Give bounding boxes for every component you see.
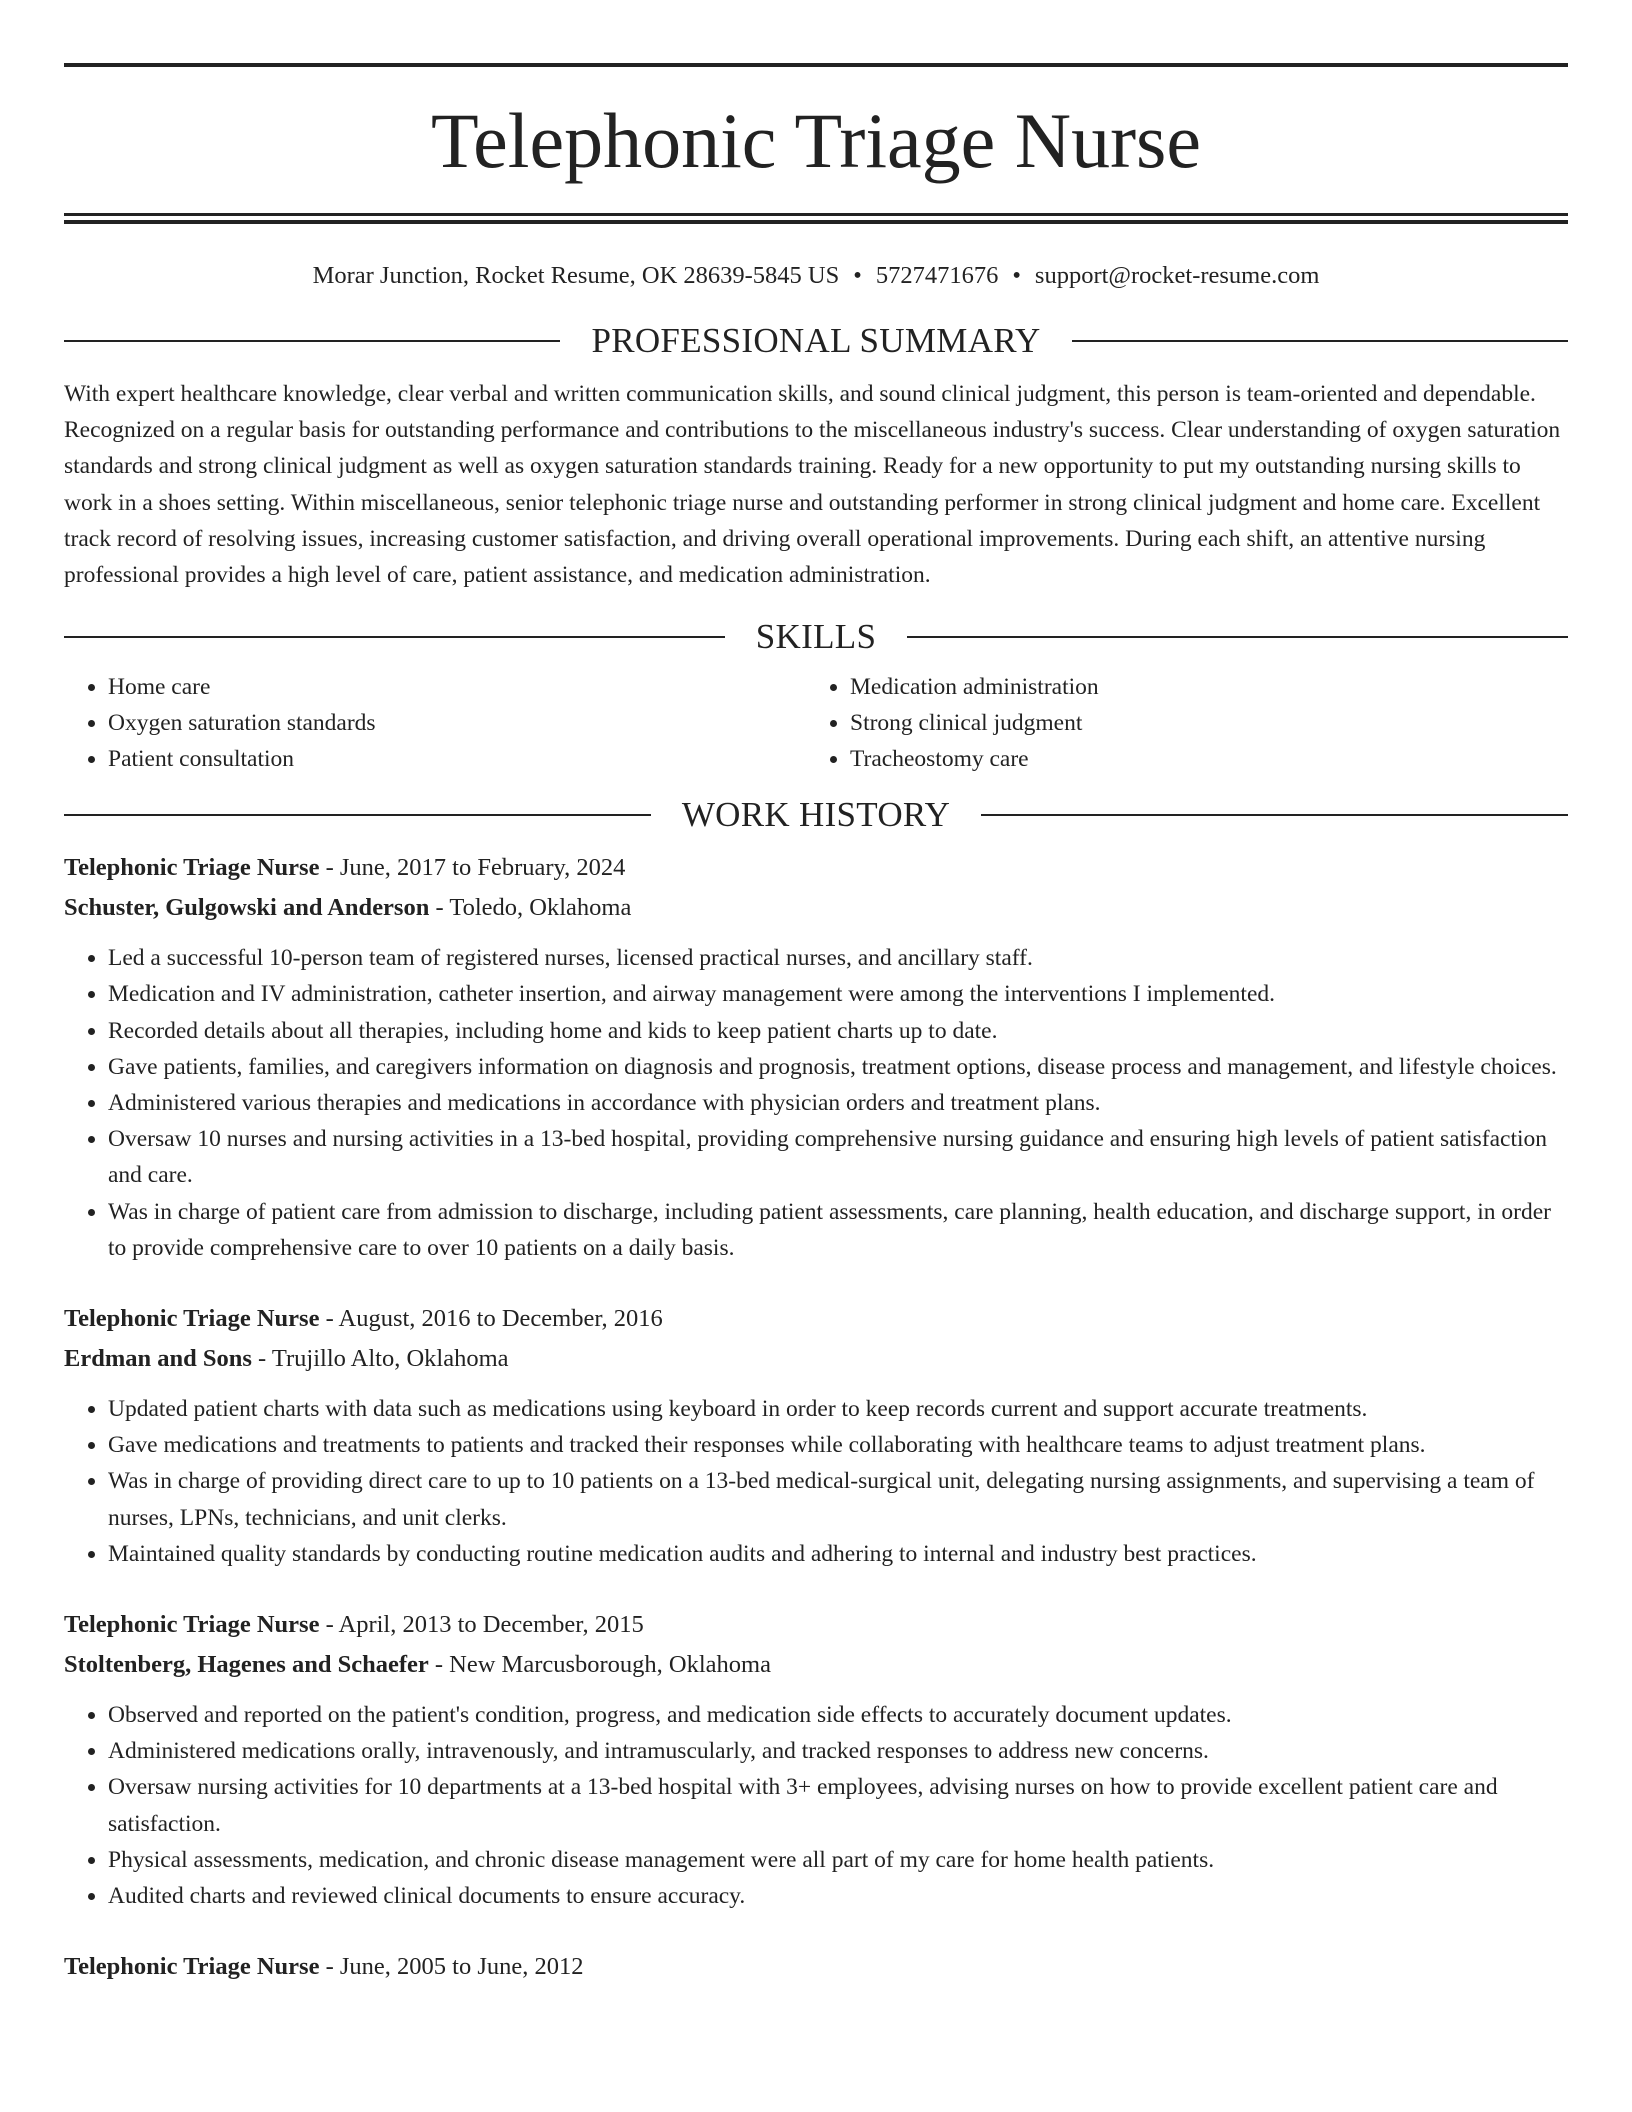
job-bullet: • Medication and IV administration, catheter insertion, and airway management were among the interventions I implemented. [108,976,1568,1012]
job-bullet: • Observed and reported on the patient's condition, progress, and medication side effects to accurately document updates. [108,1697,1568,1733]
job-bullet: • Physical assessments, medication, and chronic disease management were all part of my care for home health patients. [108,1842,1568,1878]
section-title-skills: SKILLS [755,617,877,657]
section-title-summary: PROFESSIONAL SUMMARY [591,321,1041,360]
job-bullet: • Oversaw nursing activities for 10 departments at a 13-bed hospital with 3+ employees, advising nurses on how to provide excellent patient care and satisfaction. [108,1769,1568,1841]
skill-item: • Patient consultation [108,741,806,777]
summary-paragraph: With expert healthcare knowledge, clear verbal and written communication skills, and sound clinical judgment, this person is team-oriented and dependable. Recognized on a regular basis for outstanding performance and contributions to the miscellaneous industry's success. Clear understanding of oxygen saturation standards and strong clinical judgment as well as oxygen saturation standards training. Ready for a new opportunity to put my outstanding nursing skills to work in a shoes setting. Within miscellaneous, senior telephonic triage nurse and outstanding performer in strong clinical judgment and home care. Excellent track record of resolving issues, increasing customer satisfaction, and driving overall operational improvements. During each shift, an attentive nursing professional provides a high level of care, patient assistance, and medication administration. [64,381,1561,589]
section-rule-left [64,340,560,342]
job-bullet: • Recorded details about all therapies, including home and kids to keep patient charts up to date. [108,1013,1568,1049]
job-title: Telephonic Triage Nurse [64,854,320,882]
job-bullet: • Updated patient charts with data such as medications using keyboard in order to keep records current and support accurate treatments. [108,1391,1568,1427]
job-entry [64,848,1568,1266]
contact-separator: • [1012,262,1021,289]
contact-phone: 5727471676 [875,262,999,289]
job-bullets [64,940,1568,1266]
job-company: Stoltenberg, Hagenes and Schaefer [64,1651,429,1679]
job-title-line [64,848,1568,888]
job-title-line [64,1299,1568,1339]
job-company: Erdman and Sons [64,1345,252,1373]
section-rule-left [64,814,651,816]
job-title: Telephonic Triage Nurse [64,1611,320,1639]
job-dates: - June, 2017 to February, 2024 [319,854,626,882]
job-company-line [64,1339,1568,1379]
section-heading-summary [64,319,1568,363]
contact-address: Morar Junction, Rocket Resume, OK 28639-5845 US [312,262,840,289]
job-bullets [64,1391,1568,1572]
job-bullet: • Was in charge of providing direct care to up to 10 patients on a 13-bed medical-surgical unit, delegating nursing assignments, and supervising a team of nurses, LPNs, technicians, and unit clerks. [108,1463,1568,1535]
job-bullet: • Was in charge of patient care from admission to discharge, including patient assessments, care planning, health education, and discharge support, in order to provide comprehensive care to over 10 patients on a daily basis. [108,1194,1568,1266]
job-entry [64,1299,1568,1572]
job-bullet: • Administered medications orally, intravenously, and intramuscularly, and tracked responses to address new concerns. [108,1733,1568,1769]
section-rule-right [1072,340,1568,342]
header-top-rule [64,63,1568,67]
skills-list [64,669,1568,777]
job-bullet: • Gave patients, families, and caregivers information on diagnosis and prognosis, treatment options, disease process and management, and lifestyle choices. [108,1049,1568,1085]
job-bullets [64,1697,1568,1914]
job-entry [64,1605,1568,1914]
job-bullet: • Administered various therapies and medications in accordance with physician orders and treatment plans. [108,1085,1568,1121]
skills-column-right [806,669,1548,777]
job-title: Telephonic Triage Nurse [64,1953,320,1981]
contact-line [64,261,1568,291]
section-rule-right [907,636,1568,638]
job-location: - Trujillo Alto, Oklahoma [251,1345,509,1373]
header-double-rule [64,213,1568,224]
section-title-work: WORK HISTORY [681,795,951,835]
skill-item: • Home care [108,669,806,705]
section-heading-work [64,793,1568,837]
job-location: - New Marcusborough, Oklahoma [428,1651,771,1679]
job-dates: - April, 2013 to December, 2015 [319,1611,644,1639]
job-bullet: • Oversaw 10 nurses and nursing activities in a 13-bed hospital, providing comprehensive nursing guidance and ensuring high levels of patient satisfaction and care. [108,1121,1568,1193]
contact-separator: • [853,262,862,289]
skill-item: • Oxygen saturation standards [108,705,806,741]
job-dates: - June, 2005 to June, 2012 [319,1953,584,1981]
job-entry [64,1947,1568,1987]
resume-page [64,0,1568,1987]
skill-item: • Tracheostomy care [850,741,1548,777]
job-bullet: • Led a successful 10-person team of registered nurses, licensed practical nurses, and ancillary staff. [108,940,1568,976]
job-title: Telephonic Triage Nurse [64,1305,320,1333]
job-company-line [64,1645,1568,1685]
job-title-line [64,1605,1568,1645]
job-company: Schuster, Gulgowski and Anderson [64,894,430,922]
job-bullet: • Audited charts and reviewed clinical documents to ensure accuracy. [108,1878,1568,1914]
job-bullet: • Gave medications and treatments to patients and tracked their responses while collaborating with healthcare teams to adjust treatment plans. [108,1427,1568,1463]
page-title: Telephonic Triage Nurse [430,97,1202,184]
job-title-line [64,1947,1568,1987]
section-rule-left [64,636,725,638]
job-bullet: • Maintained quality standards by conducting routine medication audits and adhering to internal and industry best practices. [108,1536,1568,1572]
section-rule-right [981,814,1568,816]
skill-item: • Strong clinical judgment [850,705,1548,741]
skill-item: • Medication administration [850,669,1548,705]
contact-email[interactable]: support@rocket-resume.com [1034,262,1320,289]
section-heading-skills [64,615,1568,659]
skills-column-left [64,669,806,777]
job-location: - Toledo, Oklahoma [429,894,632,922]
job-dates: - August, 2016 to December, 2016 [319,1305,663,1333]
job-company-line [64,888,1568,928]
